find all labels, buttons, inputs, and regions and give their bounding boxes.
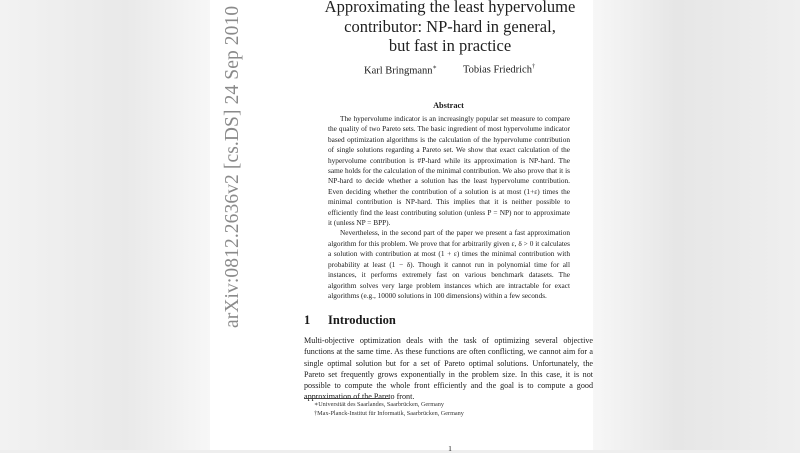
page-number: 1 xyxy=(448,444,452,453)
author-list xyxy=(0,63,800,77)
abstract-paragraph-1: The hypervolume indicator is an increasingly popular set measure to compare the quality of two Pareto sets. The basic ingredient of most hypervolume indicator based optimization algorithms is the calculation of the hypervolume contribution of single solutions regarding a Pareto set. We show that exact calculation of the hypervolume contribution is #P-hard while its approximation is NP-hard. The same holds for the calculation of the minimal contribution. We also prove that it is NP-hard to decide whether a solution has the least hypervolume contribution. Even deciding whether the contribution of a solution is at most (1+ε) times the minimal contribution is NP-hard. This implies that it is neither possible to efficiently find the least contributing solution (unless P = NP) nor to approximate it (unless NP = BPP). xyxy=(328,114,570,228)
title-line-2: contributor: NP-hard in general, xyxy=(344,16,556,36)
introduction-body xyxy=(304,335,593,403)
footnotes xyxy=(314,401,464,418)
author-friedrich xyxy=(463,63,535,76)
author-footnote-mark: ∗ xyxy=(432,64,437,71)
author-name: Tobias Friedrich xyxy=(463,64,532,76)
paper-title xyxy=(295,0,605,56)
title-line-1: Approximating the least hypervolume xyxy=(324,0,576,16)
arxiv-identifier-stamp: arXiv:0812.2636v2 [cs.DS] 24 Sep 2010 xyxy=(222,5,243,328)
abstract-paragraph-2: Nevertheless, in the second part of the paper we present a fast approximation algorithm for this problem. We prove that for arbitrarily given ε, δ > 0 it calculates a solution with contribution at most (1 + ε) times the minimal contribution with probability at least (1 − δ). Though it cannot run in polynomial time for all instances, it performs extremely fast on various benchmark datasets. The algorithm solves very large problem instances which are intractable for exact algorithms (e.g., 10000 solutions in 100 dimensions) within a few seconds. xyxy=(328,228,570,300)
footnote-affiliation-2: †Max-Planck-Institut für Informatik, Saarbrücken, Germany xyxy=(314,409,464,417)
title-line-3: but fast in practice xyxy=(388,36,512,55)
author-footnote-mark: † xyxy=(531,63,536,70)
footnote-affiliation-1: ∗Universität des Saarlandes, Saarbrücken, Germany xyxy=(314,401,444,408)
section-title: Introduction xyxy=(328,313,396,327)
abstract-heading: Abstract xyxy=(433,101,464,110)
footnote-rule xyxy=(304,398,390,399)
intro-paragraph: Multi-objective optimization deals with the task of optimizing several objective functions at the same time. As these functions are often conflicting, we cannot aim for a single optimal solution but for a set of Pareto optimal solutions. Unfortunately, the Pareto set frequently grows exponentially in the problem size. In this case, it is not possible to compute the whole front efficiently and the goal is to compute a good approximation of the Pareto front. xyxy=(304,336,593,402)
abstract-body xyxy=(328,114,570,301)
author-name: Karl Bringmann xyxy=(364,65,433,77)
author-bringmann xyxy=(364,63,437,77)
section-heading-introduction xyxy=(304,313,396,328)
section-number: 1 xyxy=(304,313,311,327)
